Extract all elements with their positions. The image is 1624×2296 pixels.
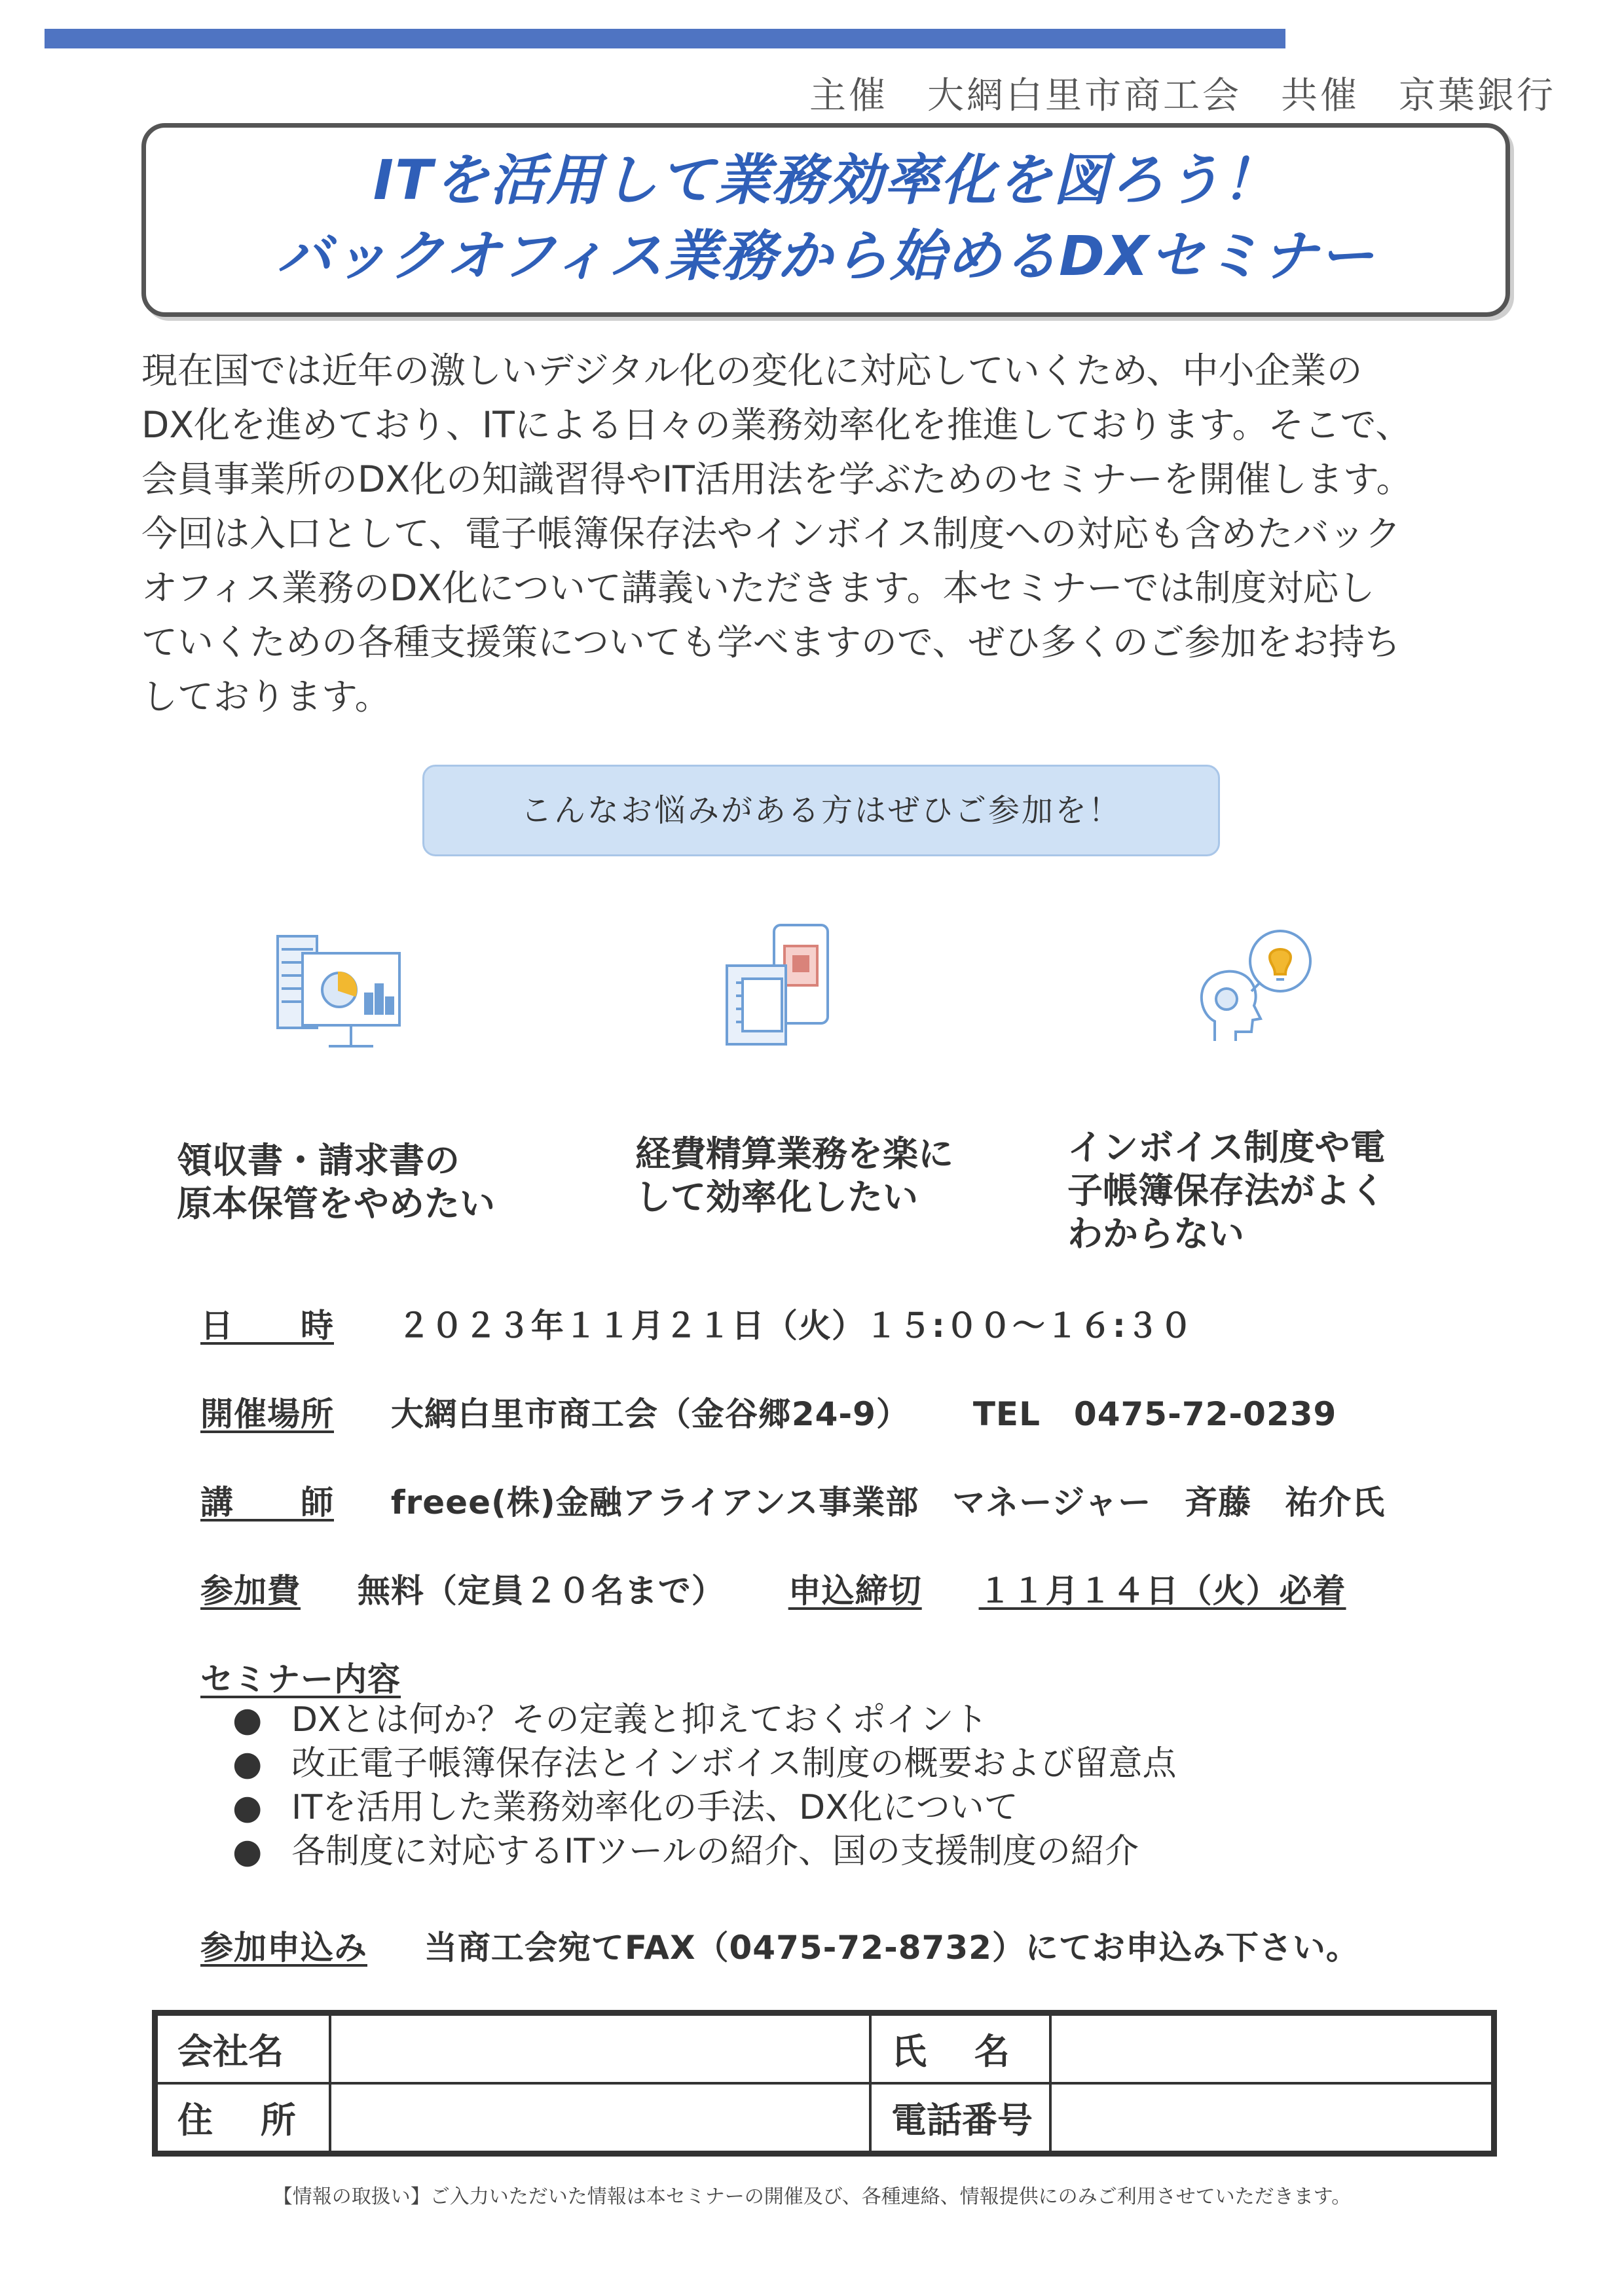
list-item-text: ITを活用した業務効率化の手法、DX化について (291, 1788, 1018, 1827)
deadline-value: １１月１４日（火）必着 (978, 1572, 1346, 1610)
phone-label: 電話番号 (870, 2083, 1050, 2152)
callout-banner: こんなお悩みがある方はぜひご参加を！ (422, 765, 1220, 856)
worry-line: して効率化したい (635, 1176, 918, 1218)
name-label: 氏 名 (870, 2014, 1050, 2083)
date-value: ２０２３年１１月２１日（火）１５:００～１６:３０ (397, 1307, 1193, 1345)
intro-line: 会員事業所のDX化の知識習得やIT活用法を学ぶためのセミナーを開催します。 (141, 458, 1412, 500)
worry-item-1 (177, 1139, 495, 1226)
worry-line: 子帳簿保存法がよく (1067, 1170, 1386, 1211)
name-field[interactable] (1050, 2014, 1492, 2083)
worry-line: 領収書・請求書の (177, 1140, 460, 1181)
company-field[interactable] (330, 2014, 870, 2083)
lecturer-row (200, 1476, 1385, 1523)
venue-row (200, 1388, 1337, 1435)
phone-documents-icon (714, 920, 851, 1051)
list-item-text: 改正電子帳簿保存法とインボイス制度の概要および留意点 (291, 1744, 1177, 1783)
intro-line: オフィス業務のDX化について講義いただきます。本セミナーでは制度対応し (141, 567, 1375, 609)
list-item (232, 1698, 1176, 1742)
venue-tel: TEL 0475-72-0239 (972, 1395, 1337, 1433)
list-item (232, 1830, 1176, 1874)
privacy-footnote: 【情報の取扱い】ご入力いただいた情報は本セミナーの開催及び、各種連絡、情報提供にのみご利用させていただきます。 (272, 2185, 1352, 2208)
fee-label: 参加費 (200, 1572, 301, 1610)
bullet-icon: ● (232, 1744, 263, 1783)
organizer-line: 主催 大網白里市商工会 共催 京葉銀行 (809, 75, 1556, 117)
worry-line: わからない (1067, 1213, 1244, 1254)
top-accent-bar (45, 29, 1285, 48)
application-label: 参加申込み (200, 1929, 367, 1967)
list-item (232, 1742, 1176, 1786)
list-item-text: DXとは何か？その定義と抑えておくポイント (291, 1700, 988, 1740)
phone-field[interactable] (1050, 2083, 1492, 2152)
list-item (232, 1786, 1176, 1830)
content-heading (200, 1653, 401, 1700)
worry-item-3 (1067, 1126, 1386, 1256)
fee-row (200, 1565, 1346, 1612)
company-label: 会社名 (157, 2014, 330, 2083)
intro-line: 今回は入口として、電子帳簿保存法やインボイス制度への対応も含めたバック (141, 513, 1401, 555)
monitor-chart-icon (268, 930, 406, 1061)
intro-paragraph (141, 344, 1523, 724)
address-field[interactable] (330, 2083, 870, 2152)
lecturer-label: 講 師 (200, 1484, 334, 1522)
title-line-1: ITを活用して業務効率化を図ろう！ (373, 148, 1279, 212)
worry-line: 原本保管をやめたい (177, 1183, 495, 1224)
title-box (141, 123, 1510, 317)
application-form (152, 2010, 1497, 2157)
intro-line: DX化を進めており、ITによる日々の業務効率化を推進しております。そこで、 (141, 404, 1412, 446)
worry-line: 経費精算業務を楽に (635, 1133, 953, 1175)
deadline-label: 申込締切 (788, 1572, 922, 1610)
intro-line: 現在国では近年の激しいデジタル化の変化に対応していくため、中小企業の (141, 350, 1363, 392)
date-label: 日 時 (200, 1307, 334, 1345)
list-item-text: 各制度に対応するITツールの紹介、国の支援制度の紹介 (291, 1832, 1139, 1871)
content-list (232, 1698, 1176, 1874)
lecturer-value: freee(株)金融アライアンス事業部 マネージャー 斉藤 祐介氏 (390, 1484, 1386, 1522)
intro-line: しております。 (141, 676, 391, 718)
venue-value: 大網白里市商工会（金谷郷24-9） (390, 1395, 910, 1433)
lightbulb-head-icon (1189, 923, 1326, 1054)
bullet-icon: ● (232, 1788, 263, 1827)
bullet-icon: ● (232, 1832, 263, 1871)
intro-line: ていくための各種支援策についても学べますので、ぜひ多くのご参加をお持ち (141, 621, 1401, 663)
worry-line: インボイス制度や電 (1067, 1127, 1386, 1168)
application-text: 当商工会宛てFAX（0475-72-8732）にてお申込み下さい。 (424, 1929, 1359, 1967)
bullet-icon: ● (232, 1700, 263, 1740)
content-heading-text: セミナー内容 (200, 1660, 401, 1698)
date-row (200, 1300, 1193, 1347)
application-row (200, 1922, 1359, 1969)
fee-value: 無料（定員２０名まで） (357, 1572, 725, 1610)
address-label: 住 所 (157, 2083, 330, 2152)
venue-label: 開催場所 (200, 1395, 334, 1433)
worry-item-2 (635, 1133, 953, 1219)
title-line-2: バックオフィス業務から始めるDXセミナー (276, 224, 1375, 288)
